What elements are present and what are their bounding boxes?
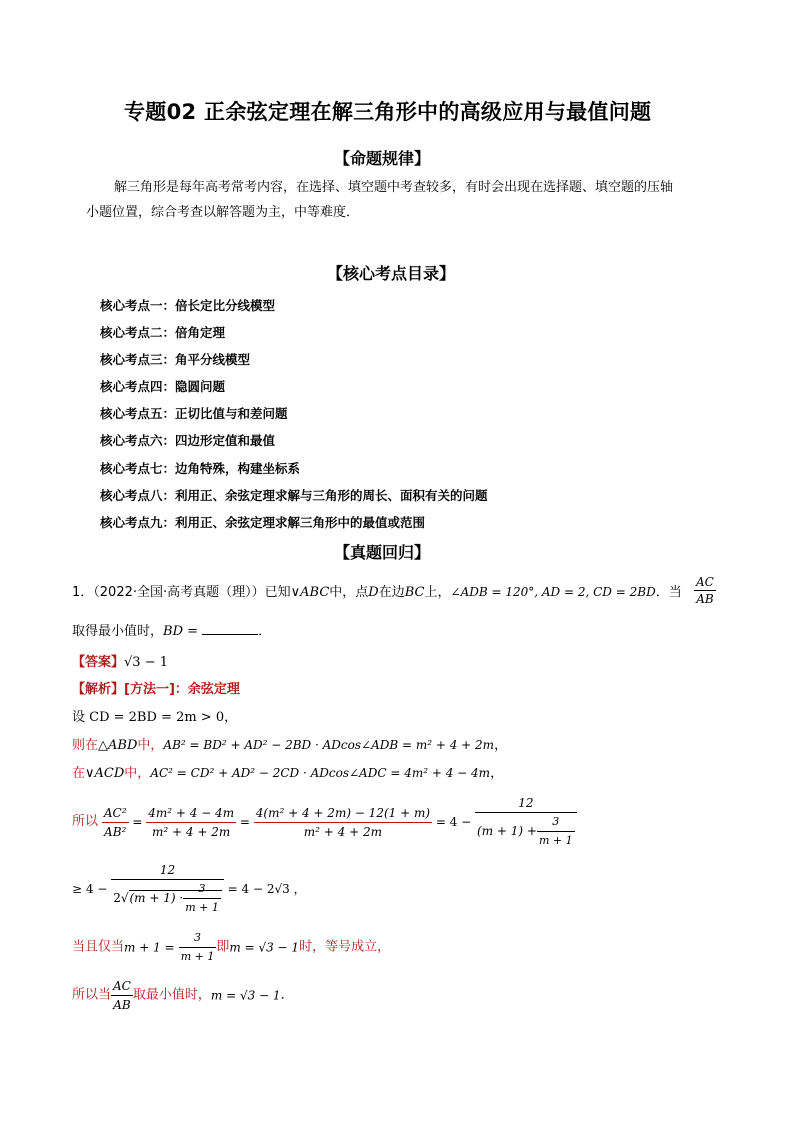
fraction-numerator: AC: [111, 978, 133, 996]
m-value: m = √3 − 1: [210, 988, 281, 1003]
question-1-text: 取得最小值时，: [72, 624, 164, 639]
solution-step-6: [72, 930, 390, 965]
equality-condition: m + 1 =: [124, 940, 175, 955]
solution-text: = 4 − 2√3 ，: [227, 882, 306, 896]
solution-text: 所以: [72, 814, 99, 829]
toc-item: 核心考点五：正切比值与和差问题: [100, 406, 288, 421]
section-real-heading: 【真题回归】: [334, 543, 431, 562]
question-1-line-1: [72, 580, 682, 605]
fraction-denominator: AB²: [104, 824, 127, 839]
question-1-text: 中，点: [329, 585, 369, 600]
rule-paragraph-line-1: 解三角形是每年高考常考内容，在选择、填空题中考查较多，有时会出现在选择题、填空题的压轴: [114, 180, 674, 195]
fraction-numerator: 4(m² + 4 + 2m) − 12(1 + m): [254, 805, 432, 823]
analysis-method: [方法一]：余弦定理: [124, 682, 240, 697]
triangle-abc: ∨ABC: [290, 585, 330, 600]
solution-step-3: [72, 761, 503, 786]
bd-expression: BD =: [163, 624, 199, 639]
fraction-numerator: AC: [696, 575, 714, 589]
toc-item: 核心考点三：角平分线模型: [100, 352, 251, 367]
page-title: 专题02 正余弦定理在解三角形中的高级应用与最值问题: [124, 100, 652, 124]
solution-step-1: [72, 705, 237, 730]
solution-text: = 4 −: [435, 815, 472, 829]
solution-text: ，: [490, 766, 504, 781]
toc-item: 核心考点四：隐圆问题: [100, 379, 226, 394]
fraction-denominator: (m + 1) +: [477, 824, 537, 838]
question-1-fraction: [694, 575, 716, 606]
fraction-denominator: m + 1: [538, 834, 573, 847]
answer-blank: [202, 622, 258, 635]
fraction-denominator: AB: [113, 998, 131, 1012]
fraction-numerator: 12: [475, 795, 577, 813]
section-toc-heading: 【核心考点目录】: [327, 264, 456, 283]
toc-item: 核心考点二：倍角定理: [100, 325, 226, 340]
solution-step-4: 所以 $\frac{\text{AC²}}{\text{AB²}}$ = $\frac{\text{4m² + 4 − 4m}}{\text{m² + 4 + 2m}}$ = $\frac{\text{4(m² + 4 + 2m) − 12(1 + m)}}{\text{m² + 4 + 2m}}$ = 4 − 12 (m + 1) + $\frac{3}{m + 1}$: [72, 795, 577, 849]
law-of-cosines-acd: AC² = CD² + AD² − 2CD · ADcos∠ADC = 4m² + 4 − 4m: [150, 766, 491, 780]
toc-item: 核心考点七：边角特殊，构建坐标系: [100, 461, 301, 476]
rule-paragraph-line-2: 小题位置，综合考查以解答题为主，中等难度．: [86, 205, 360, 220]
fraction-denominator: m² + 4 + 2m: [152, 824, 231, 839]
question-1-conditions: ∠ADB = 120°, AD = 2, CD = 2BD: [450, 585, 656, 599]
question-1-line-2: [72, 619, 271, 644]
question-1-text: ．: [258, 624, 272, 639]
question-1-prefix: 1．（2022·全国·高考真题（理））已知: [72, 585, 291, 600]
fraction-numerator: AC²: [102, 805, 129, 823]
solution-text: 取最小值时，: [132, 987, 211, 1003]
solution-text: 则在: [72, 738, 99, 753]
analysis-line: [72, 677, 240, 702]
fraction-denominator: m² + 4 + 2m: [303, 824, 383, 839]
solution-text: 即: [216, 939, 230, 955]
fraction-denominator: m + 1: [180, 950, 215, 963]
solution-text: ，: [494, 738, 508, 753]
solution-text: 在: [72, 766, 86, 781]
m-value: m = √3 − 1: [229, 940, 300, 955]
fraction-numerator: 3: [537, 814, 575, 832]
solution-text: 所以当: [72, 987, 112, 1003]
side-bc: BC: [404, 585, 425, 600]
fraction-denominator: (m + 1) ·: [129, 891, 184, 905]
solution-text: 设 CD = 2BD = 2m > 0，: [72, 710, 238, 725]
triangle-acd: ∨ACD: [85, 766, 125, 781]
fraction-denominator: m + 1: [185, 901, 219, 914]
fraction-numerator: 4m² + 4 − 4m: [146, 805, 236, 823]
solution-text: 中，: [137, 738, 164, 753]
solution-text: 中，: [124, 766, 151, 781]
toc-item: 核心考点六：四边形定值和最值: [100, 433, 276, 448]
solution-step-2: [72, 733, 507, 758]
question-1-text: 上，: [424, 585, 451, 600]
answer-value: √3 − 1: [124, 655, 168, 670]
fraction-numerator: 12: [111, 862, 224, 880]
question-1-text: 在边: [378, 585, 405, 600]
solution-text: 当且仅当: [72, 939, 125, 955]
solution-step-7: [72, 978, 294, 1013]
answer-line: [72, 650, 168, 675]
toc-item: 核心考点八：利用正、余弦定理求解与三角形的周长、面积有关的问题: [100, 488, 488, 503]
solution-text: ．: [280, 987, 294, 1003]
point-d: D: [368, 585, 379, 600]
analysis-label: 【解析】: [72, 682, 125, 697]
answer-label: 【答案】: [72, 655, 125, 670]
toc-item: 核心考点九：利用正、余弦定理求解三角形中的最值或范围: [100, 515, 426, 530]
solution-text: ≥ 4 −: [72, 882, 108, 896]
solution-step-5: ≥ 4 − 12 2√(m + 1) · $\frac{3}{m + 1}$ = 4 − 2√3 ，: [72, 863, 306, 914]
section-rule-heading: 【命题规律】: [334, 149, 431, 168]
question-1-text: ．当: [655, 585, 682, 600]
law-of-cosines-abd: AB² = BD² + AD² − 2BD · ADcos∠ADB = m² + 4 + 2m: [163, 738, 495, 752]
solution-text: 时，等号成立，: [299, 939, 391, 955]
fraction-denominator: 2: [113, 891, 121, 905]
fraction-numerator: 3: [183, 881, 221, 899]
toc-item: 核心考点一：倍长定比分线模型: [100, 298, 276, 313]
fraction-numerator: 3: [179, 930, 217, 948]
triangle-abd: △ABD: [98, 738, 138, 753]
fraction-denominator: AB: [696, 592, 714, 606]
